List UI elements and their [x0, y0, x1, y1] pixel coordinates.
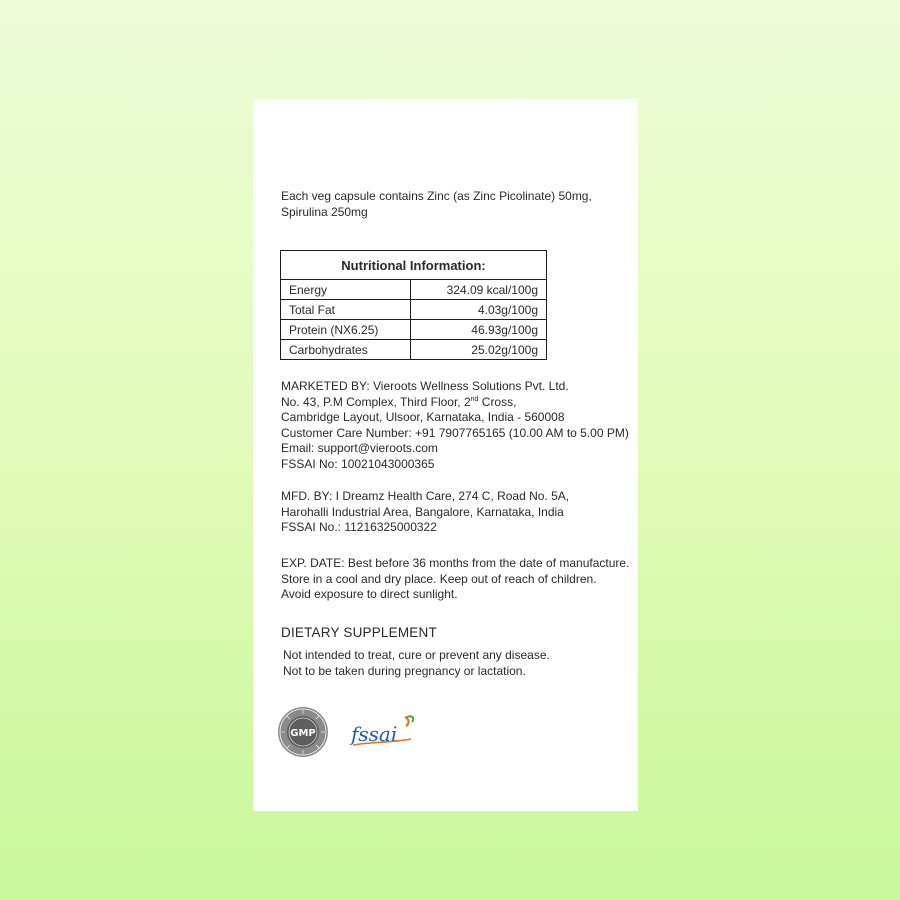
- mfd-line-2: Harohalli Industrial Area, Bangalore, Karnataka, India: [281, 504, 564, 519]
- product-label-card: [253, 99, 638, 811]
- expiry-line-3: Avoid exposure to direct sunlight.: [281, 587, 458, 601]
- marketed-line-1: MARKETED BY: Vieroots Wellness Solutions Pvt. Ltd.: [281, 379, 569, 393]
- fssai-number-line: FSSAI No: 10021043000365: [281, 456, 435, 471]
- mfd-line-1: MFD. BY: I Dreamz Health Care, 274 C, Road No. 5A,: [281, 489, 570, 503]
- dietary-supplement-heading: DIETARY SUPPLEMENT: [281, 625, 437, 640]
- fssai-logo-text: fssai: [351, 722, 398, 746]
- marketed-line-2: [281, 395, 631, 411]
- nutrient-value: 324.09 kcal/100g: [411, 280, 547, 300]
- email-line: Email: support@vieroots.com: [281, 441, 438, 455]
- table-row: [281, 340, 547, 360]
- fssai-logo-icon: [349, 713, 419, 749]
- nutrient-name: Carbohydrates: [281, 340, 411, 360]
- gmp-seal-icon: [277, 706, 329, 758]
- address-text-end: Cross,: [478, 394, 517, 409]
- gmp-logo-text: GMP: [290, 728, 316, 739]
- customer-care-line: Customer Care Number: +91 7907765165 (10.00 AM to 5.00 PM): [281, 425, 629, 440]
- expiry-block: [281, 556, 631, 603]
- table-row: [281, 300, 547, 320]
- marketed-by-block: [281, 379, 631, 472]
- nutrient-name: Energy: [281, 280, 411, 300]
- nutrient-value: 25.02g/100g: [411, 340, 547, 360]
- expiry-line-1: EXP. DATE: Best before 36 months from the date of manufacture.: [281, 556, 630, 570]
- table-row: [281, 320, 547, 340]
- composition-text: [281, 188, 621, 220]
- nutrient-name: Protein (NX6.25): [281, 320, 411, 340]
- composition-line-1: Each veg capsule contains Zinc (as Zinc Picolinate) 50mg,: [281, 189, 592, 203]
- dietary-line-2: Not to be taken during pregnancy or lactation.: [283, 664, 526, 678]
- nutrient-value: 4.03g/100g: [411, 300, 547, 320]
- table-row: [281, 280, 547, 300]
- dietary-line-1: Not intended to treat, cure or prevent any disease.: [283, 648, 550, 662]
- nutrient-value: 46.93g/100g: [411, 320, 547, 340]
- nutrient-name: Total Fat: [281, 300, 411, 320]
- dietary-warning-block: [283, 647, 550, 679]
- ordinal-suffix: nd: [470, 395, 479, 403]
- mfd-line-3: FSSAI No.: 11216325000322: [281, 520, 437, 534]
- nutrition-table: [280, 250, 547, 360]
- address-text: No. 43, P.M Complex, Third Floor, 2: [281, 394, 471, 409]
- manufactured-by-block: [281, 489, 631, 536]
- composition-line-2: Spirulina 250mg: [281, 205, 368, 219]
- marketed-line-3: Cambridge Layout, Ulsoor, Karnataka, India - 560008: [281, 410, 565, 424]
- expiry-line-2: Store in a cool and dry place. Keep out of reach of children.: [281, 571, 597, 586]
- nutrition-table-title: Nutritional Information:: [281, 251, 547, 280]
